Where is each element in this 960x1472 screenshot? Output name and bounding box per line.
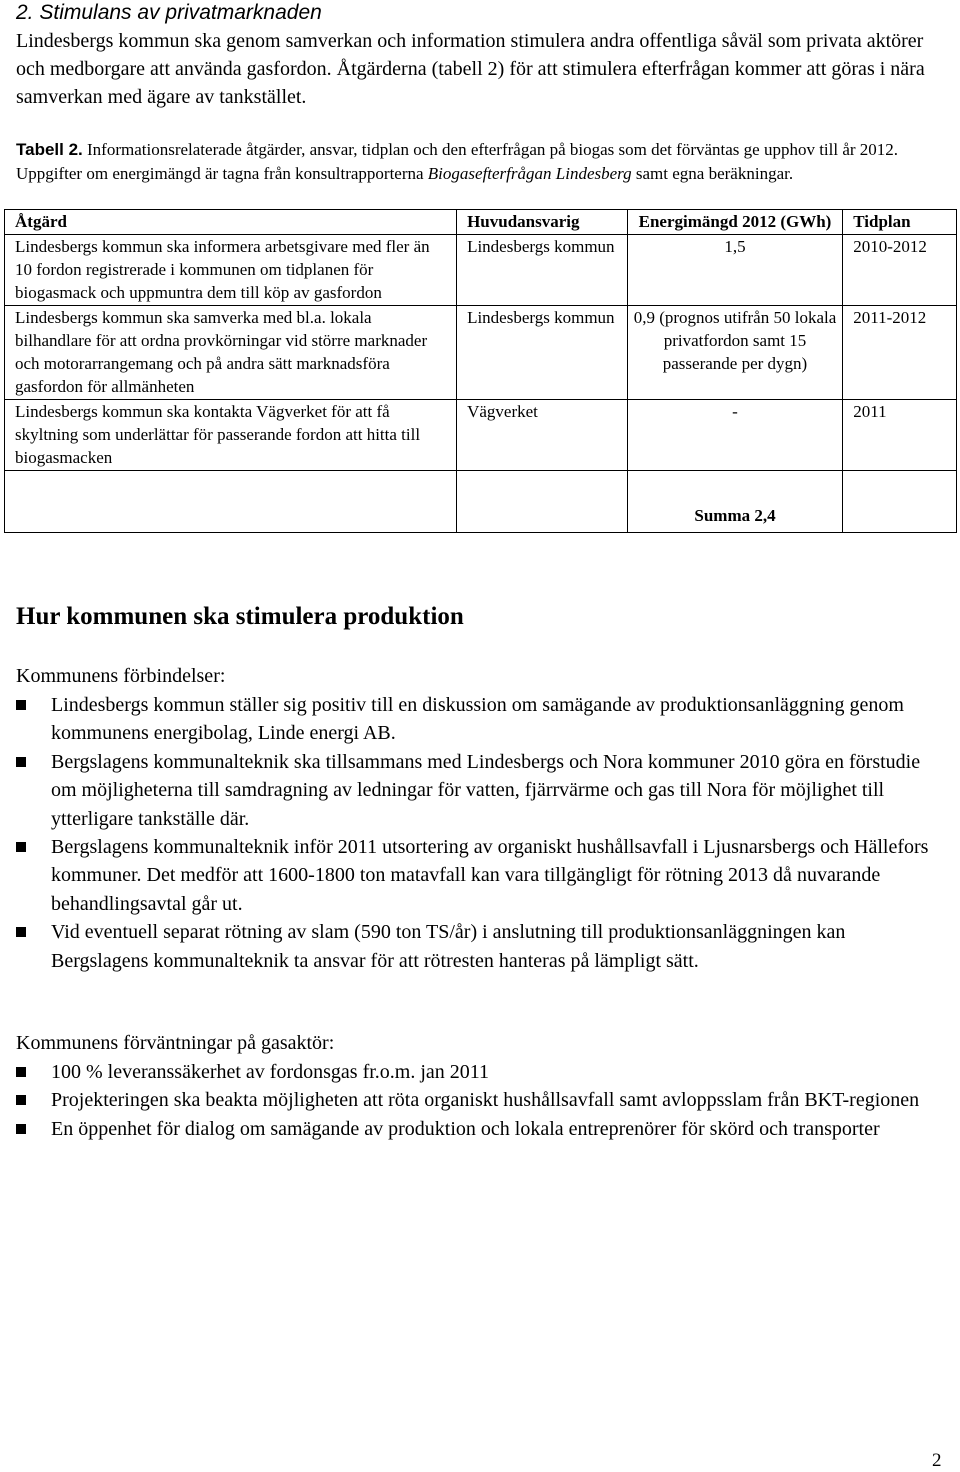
cell-tidplan: 2011-2012 — [843, 306, 957, 400]
list-item — [16, 1086, 946, 1114]
cell-ansvar: Lindesbergs kommun — [457, 235, 628, 306]
header-huvudansvarig: Huvudansvarig — [457, 210, 628, 235]
cell-atgard: Lindesbergs kommun ska samverka med bl.a. lokala bilhandlare för att ordna provkörningar vid större marknader och motorarrangemang och på andra sätt marknadsföra gasfordon för allmänheten — [5, 306, 457, 400]
cell-ansvar: Lindesbergs kommun — [457, 306, 628, 400]
table-row — [5, 235, 957, 306]
page-number: 2 — [932, 1450, 942, 1471]
list-item — [16, 748, 946, 833]
list-item — [16, 1115, 946, 1143]
list-item-text: Bergslagens kommunalteknik inför 2011 utsortering av organiskt hushållsavfall i Ljusnarsbergs och Hällefors kommuner. Det medför att 1600-1800 ton matavfall kan vara tillgängligt för rötning 2013 då nuvarande behandlingsavtal går ut. — [51, 836, 929, 915]
expectations-heading: Kommunens förväntningar på gasaktör: — [16, 1032, 335, 1054]
cell-energi: 0,9 (prognos utifrån 50 lokala privatfordon samt 15 passerande per dygn) — [627, 306, 843, 400]
table-row — [5, 400, 957, 471]
cell-ansvar: Vägverket — [457, 400, 628, 471]
table-caption-text-b: samt egna beräkningar. — [631, 163, 794, 183]
list-item-text: Vid eventuell separat rötning av slam (590 ton TS/år) i anslutning till produktionsanläggningen kan Bergslagens kommunalteknik ta ansvar för att rötresten hanteras på lämpligt sätt. — [51, 921, 846, 972]
cell-empty — [843, 471, 957, 533]
cell-tidplan: 2010-2012 — [843, 235, 957, 306]
table-row — [5, 306, 957, 400]
square-bullet-icon — [16, 1124, 26, 1134]
list-item — [16, 833, 946, 918]
square-bullet-icon — [16, 757, 26, 767]
list-item — [16, 918, 946, 975]
list-item-text: Lindesbergs kommun ställer sig positiv till en diskussion om samägande av produktionsanläggning genom kommunens energibolag, Linde energi AB. — [51, 694, 904, 745]
commitments-list — [16, 691, 946, 975]
header-energimangd: Energimängd 2012 (GWh) — [627, 210, 843, 235]
table-caption-label: Tabell 2. — [16, 140, 83, 159]
header-tidplan: Tidplan — [843, 210, 957, 235]
cell-energi: - — [627, 400, 843, 471]
square-bullet-icon — [16, 700, 26, 710]
list-item — [16, 691, 946, 748]
list-item-text: 100 % leveranssäkerhet av fordonsgas fr.o.m. jan 2011 — [51, 1061, 490, 1083]
commitments-heading: Kommunens förbindelser: — [16, 665, 226, 687]
cell-atgard: Lindesbergs kommun ska informera arbetsgivare med fler än 10 fordon registrerade i kommunen om tidplanen för biogasmack och uppmuntra dem till köp av gasfordon — [5, 235, 457, 306]
cell-atgard: Lindesbergs kommun ska kontakta Vägverket för att få skyltning som underlättar för passerande fordon att hitta till biogasmacken — [5, 400, 457, 471]
list-item-text: Projekteringen ska beakta möjligheten att röta organiskt hushållsavfall samt avloppsslam från BKT-regionen — [51, 1089, 920, 1112]
measures-table — [4, 209, 957, 533]
table-sum-row — [5, 471, 957, 533]
section-heading: 2. Stimulans av privatmarknaden — [16, 1, 322, 24]
square-bullet-icon — [16, 927, 26, 937]
square-bullet-icon — [16, 1067, 26, 1077]
header-atgard: Åtgärd — [5, 210, 457, 235]
cell-sum: Summa 2,4 — [627, 471, 843, 533]
table-caption-text-a: Informationsrelaterade åtgärder, ansvar, tidplan och den efterfrågan på biogas som det förväntas ge upphov till år 2012. Uppgifter om energimängd är tagna från konsultrapporterna — [16, 140, 899, 183]
square-bullet-icon — [16, 1095, 26, 1105]
cell-empty — [457, 471, 628, 533]
list-item-text: En öppenhet för dialog om samägande av produktion och lokala entreprenörer för skörd och transporter — [51, 1117, 880, 1140]
cell-energi: 1,5 — [627, 235, 843, 306]
table-caption — [16, 138, 946, 185]
list-item — [16, 1058, 946, 1086]
square-bullet-icon — [16, 842, 26, 852]
cell-tidplan: 2011 — [843, 400, 957, 471]
expectations-list — [16, 1058, 946, 1143]
cell-empty — [5, 471, 457, 533]
table-caption-report-title: Biogasefterfrågan Lindesberg — [427, 163, 632, 183]
intro-paragraph: Lindesbergs kommun ska genom samverkan och information stimulera andra offentliga såväl som privata aktörer och medborgare att använda gasfordon. Åtgärderna (tabell 2) för att stimulera efterfrågan kommer att göras i nära samverkan med ägare av tankstället. — [16, 30, 925, 108]
list-item-text: Bergslagens kommunalteknik ska tillsammans med Lindesbergs och Nora kommuner 2010 göra en förstudie om möjligheterna till samdragning av ledningar för vatten, fjärrvärme och gas till Nora för möjlighet till ytterligare tankställe där. — [51, 750, 921, 830]
table-header-row — [5, 210, 957, 235]
production-heading: Hur kommunen ska stimulera produktion — [16, 603, 464, 630]
